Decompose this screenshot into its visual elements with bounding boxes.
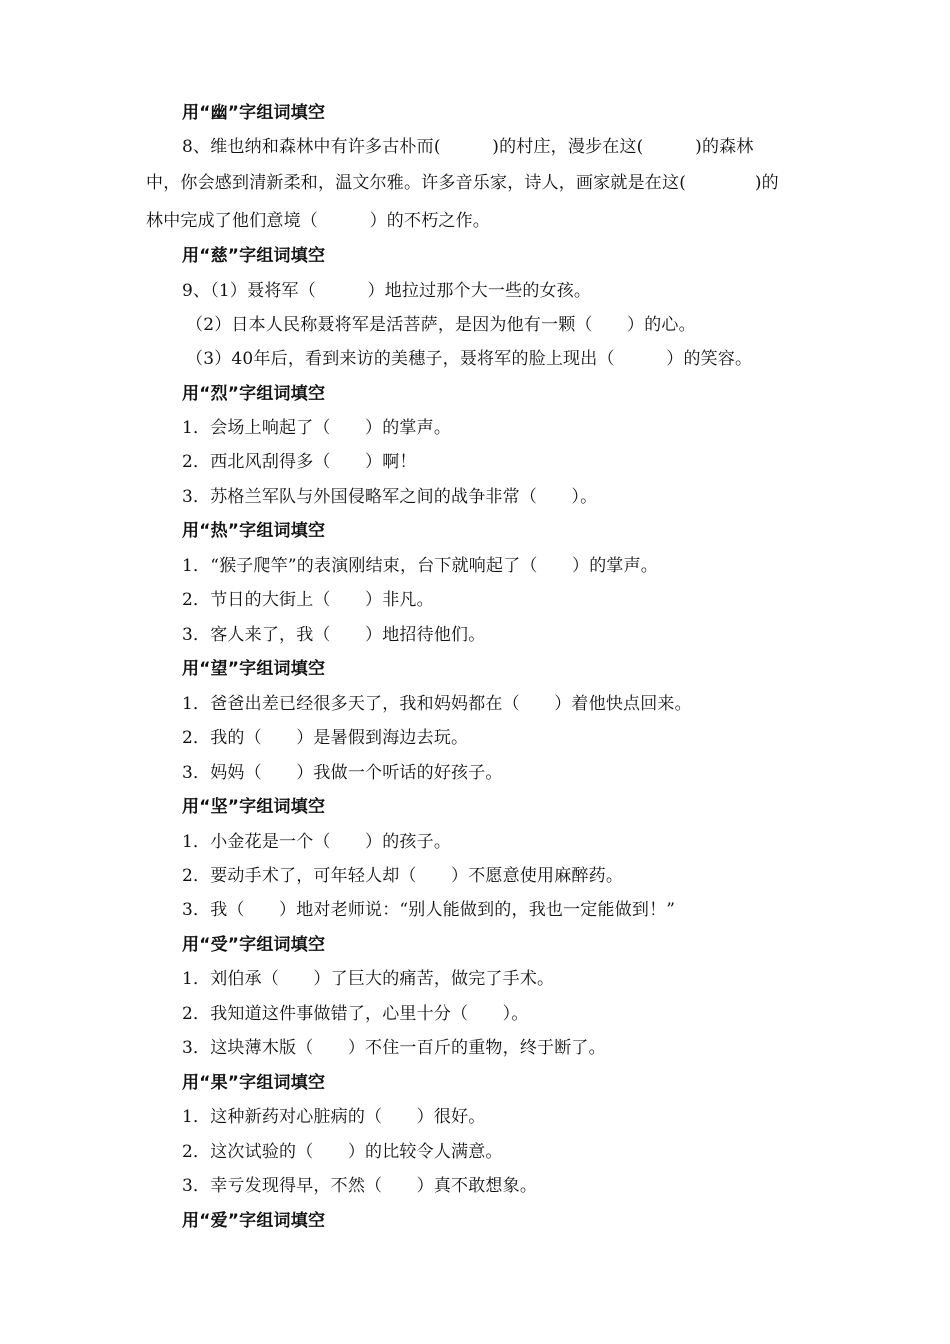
paragraph-line: 林中完成了他们意境（ ）的不朽之作。 — [146, 211, 490, 231]
section-heading: 用“幽”字组词填空 — [182, 103, 326, 123]
question-line: （2）日本人民称聂将军是活菩萨，是因为他有一颗（ ）的心。 — [186, 315, 696, 335]
question-line: 1．小金花是一个（ ）的孩子。 — [182, 832, 452, 852]
question-line: 3．妈妈（ ）我做一个听话的好孩子。 — [182, 763, 503, 783]
question-line: 2．我知道这件事做错了，心里十分（ ）。 — [182, 1004, 529, 1024]
question-line: 2．西北风刮得多（ ）啊！ — [182, 452, 417, 472]
question-line: 3．客人来了，我（ ）地招待他们。 — [182, 625, 486, 645]
section-heading: 用“坚”字组词填空 — [182, 797, 326, 817]
section-heading: 用“热”字组词填空 — [182, 521, 326, 541]
section-heading: 用“慈”字组词填空 — [182, 246, 326, 266]
paragraph-line: 8、维也纳和森林中有许多古朴而( )的村庄，漫步在这( )的森林 — [182, 137, 754, 157]
section-heading: 用“果”字组词填空 — [182, 1073, 326, 1093]
section-heading: 用“受”字组词填空 — [182, 935, 326, 955]
question-line: 2．这次试验的（ ）的比较令人满意。 — [182, 1142, 503, 1162]
question-line: （3）40年后，看到来访的美穗子，聂将军的脸上现出（ ）的笑容。 — [186, 349, 753, 369]
section-heading: 用“烈”字组词填空 — [182, 384, 326, 404]
question-line: 1．刘伯承（ ）了巨大的痛苦，做完了手术。 — [182, 969, 555, 989]
question-line: 1．爸爸出差已经很多天了，我和妈妈都在（ ）着他快点回来。 — [182, 694, 692, 714]
question-line: 3．这块薄木版（ ）不住一百斤的重物，终于断了。 — [182, 1038, 606, 1058]
question-line: 1．会场上响起了（ ）的掌声。 — [182, 418, 452, 438]
section-heading: 用“望”字组词填空 — [182, 659, 326, 679]
question-line: 3．我（ ）地对老师说：“别人能做到的，我也一定能做到！” — [182, 900, 676, 920]
paragraph-line: 中，你会感到清新柔和，温文尔雅。许多音乐家，诗人，画家就是在这( )的 — [146, 173, 779, 193]
question-line: 1．这种新药对心脏病的（ ）很好。 — [182, 1107, 486, 1127]
question-line: 3．苏格兰军队与外国侵略军之间的战争非常（ ）。 — [182, 487, 598, 507]
question-line: 3．幸亏发现得早，不然（ ）真不敢想象。 — [182, 1176, 538, 1196]
question-line: 2．节日的大街上（ ）非凡。 — [182, 590, 434, 610]
question-line: 1．“猴子爬竿”的表演刚结束，台下就响起了（ ）的掌声。 — [182, 556, 658, 576]
section-heading: 用“爱”字组词填空 — [182, 1211, 326, 1231]
question-line: 9、（1）聂将军（ ）地拉过那个大一些的女孩。 — [182, 281, 592, 301]
question-line: 2．我的（ ）是暑假到海边去玩。 — [182, 728, 469, 748]
question-line: 2．要动手术了，可年轻人却（ ）不愿意使用麻醉药。 — [182, 866, 624, 886]
